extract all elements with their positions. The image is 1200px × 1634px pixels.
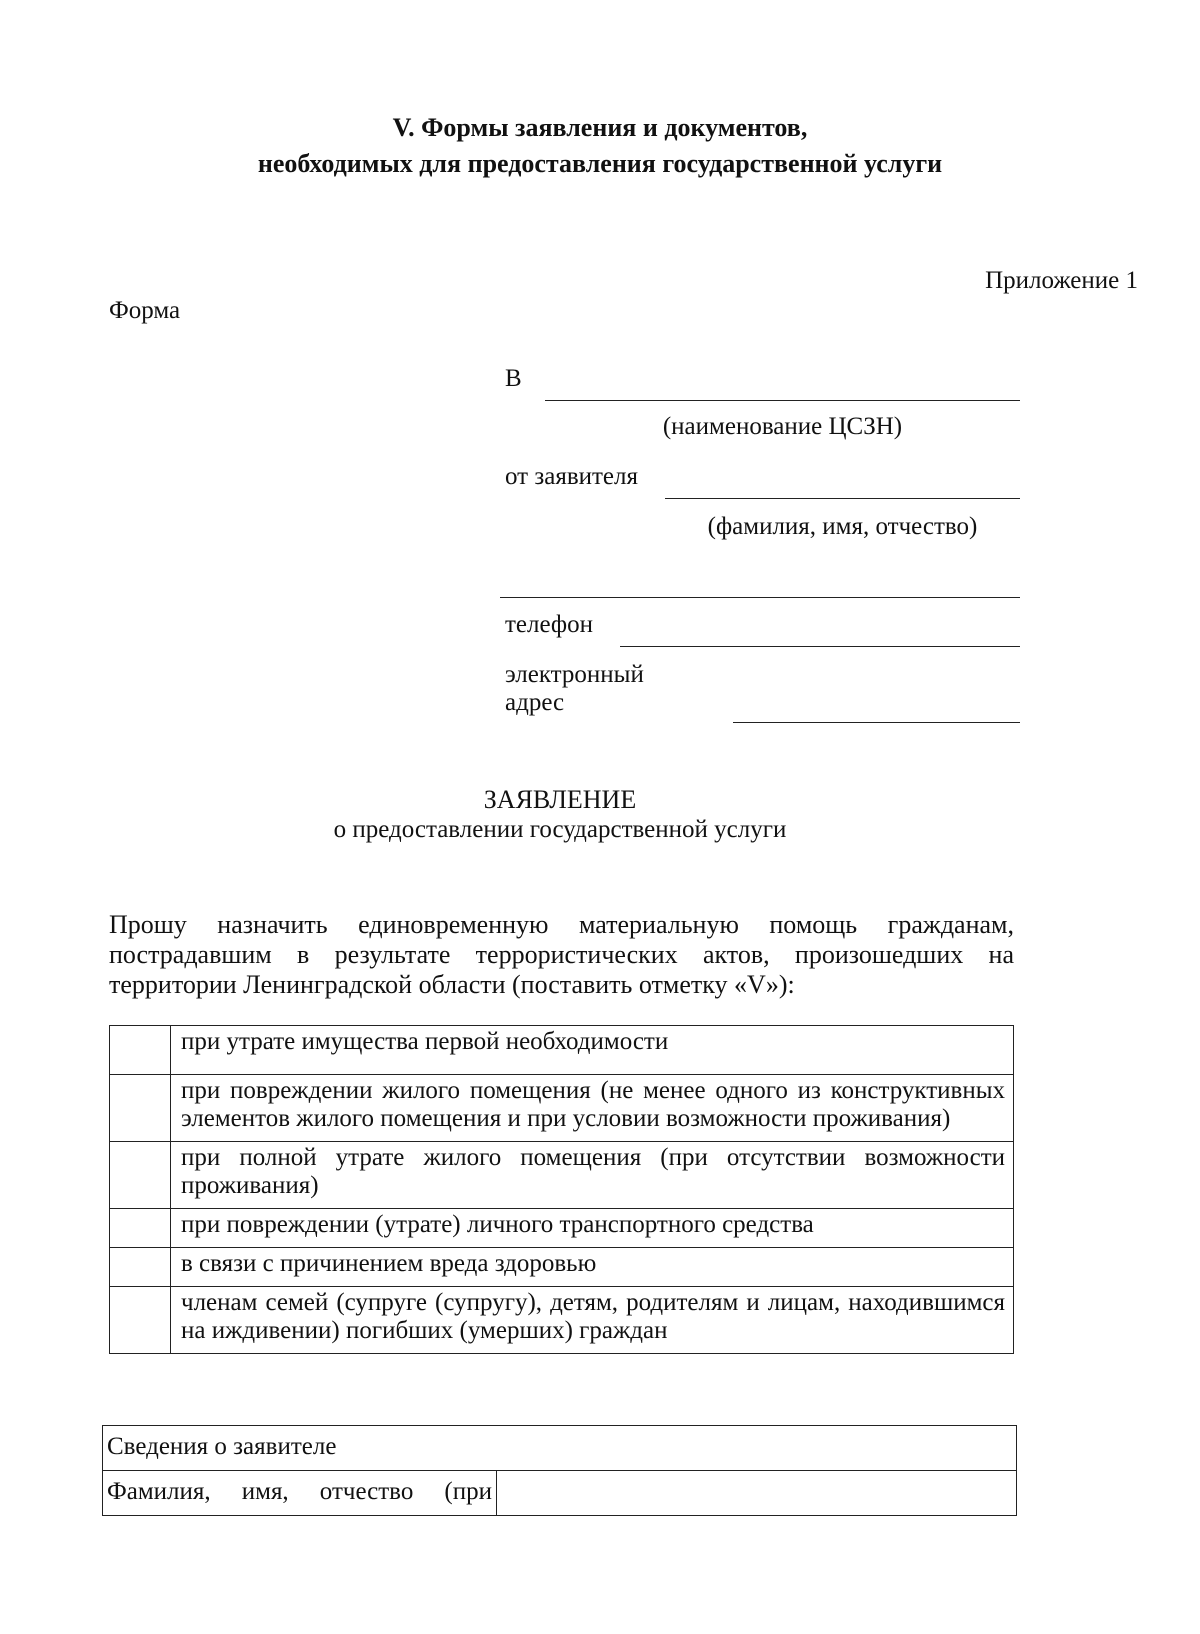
statement-subtitle: о предоставлении государственной услуги bbox=[333, 816, 787, 843]
addressee-to-prefix: В bbox=[505, 365, 522, 392]
request-paragraph: Прошу назначить единовременную материальную помощь гражданам, пострадавшим в результате террористических актов, произошедших на территории Ленинградской области (поставить отметку «V»): bbox=[109, 910, 1014, 999]
from-applicant-label: от заявителя bbox=[505, 463, 638, 490]
applicant-name-extra-line[interactable] bbox=[500, 597, 1020, 598]
addressee-csz-caption: (наименование ЦСЗН) bbox=[662, 413, 903, 440]
option-checkbox-cell[interactable] bbox=[110, 1075, 171, 1142]
statement-title: ЗАЯВЛЕНИЕ bbox=[483, 785, 637, 814]
applicant-info-section-title: Сведения о заявителе bbox=[103, 1426, 1017, 1471]
applicant-name-field-line[interactable] bbox=[665, 498, 1020, 499]
applicant-name-label-cell bbox=[103, 1471, 497, 1516]
option-label: при полной утрате жилого помещения (при отсутствии возможности проживания) bbox=[171, 1142, 1014, 1209]
option-row bbox=[110, 1142, 1014, 1209]
phone-field-line[interactable] bbox=[620, 646, 1020, 647]
section-heading-line1: V. Формы заявления и документов, bbox=[392, 113, 808, 142]
appendix-label: Приложение 1 bbox=[985, 267, 1138, 294]
phone-label: телефон bbox=[505, 611, 593, 638]
email-label-line1: электронный bbox=[505, 661, 644, 688]
email-field-line[interactable] bbox=[733, 722, 1020, 723]
option-checkbox-cell[interactable] bbox=[110, 1287, 171, 1354]
applicant-info-table bbox=[102, 1425, 1017, 1516]
option-checkbox-cell[interactable] bbox=[110, 1248, 171, 1287]
option-row bbox=[110, 1209, 1014, 1248]
applicant-name-label: Фамилия, имя, отчество (при bbox=[107, 1478, 492, 1505]
option-label: в связи с причинением вреда здоровью bbox=[171, 1248, 1014, 1287]
email-label-line2: адрес bbox=[505, 689, 565, 716]
form-label: Форма bbox=[109, 297, 181, 324]
applicant-name-value-cell[interactable] bbox=[497, 1471, 1017, 1516]
option-row bbox=[110, 1287, 1014, 1354]
option-label: членам семей (супруге (супругу), детям, родителям и лицам, находившимся на иждивении) погибших (умерших) граждан bbox=[171, 1287, 1014, 1354]
option-label: при утрате имущества первой необходимости bbox=[171, 1026, 1014, 1075]
option-label: при повреждении (утрате) личного транспортного средства bbox=[171, 1209, 1014, 1248]
addressee-csz-field-line[interactable] bbox=[545, 400, 1020, 401]
option-label: при повреждении жилого помещения (не менее одного из конструктивных элементов жилого помещения и при условии возможности проживания) bbox=[171, 1075, 1014, 1142]
option-checkbox-cell[interactable] bbox=[110, 1209, 171, 1248]
option-checkbox-cell[interactable] bbox=[110, 1026, 171, 1075]
section-heading-line2: необходимых для предоставления государственной услуги bbox=[257, 149, 943, 178]
option-checkbox-cell[interactable] bbox=[110, 1142, 171, 1209]
applicant-name-caption: (фамилия, имя, отчество) bbox=[707, 513, 978, 540]
options-table bbox=[109, 1025, 1014, 1354]
option-row bbox=[110, 1248, 1014, 1287]
option-row bbox=[110, 1075, 1014, 1142]
option-row bbox=[110, 1026, 1014, 1075]
